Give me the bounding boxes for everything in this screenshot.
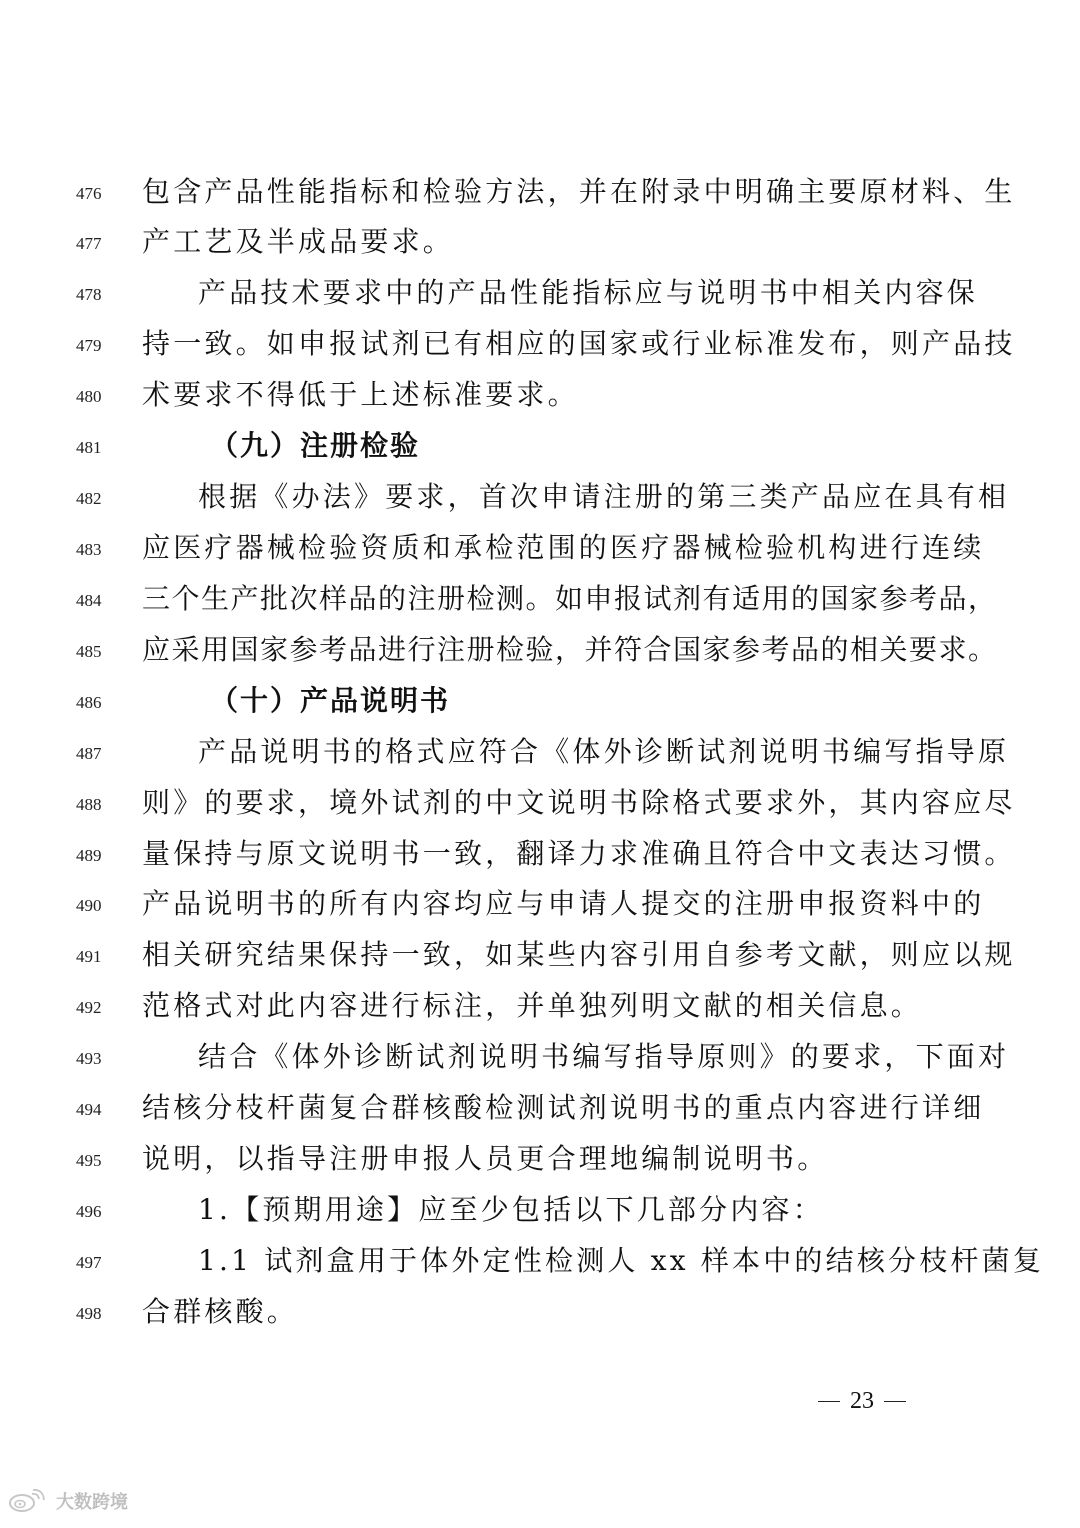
line-text: 根据《办法》要求，首次申请注册的第三类产品应在具有相 bbox=[198, 480, 1010, 513]
line-number: 496 bbox=[76, 1202, 102, 1221]
section-heading-line bbox=[0, 426, 1080, 478]
watermark-text: 大数跨境 bbox=[56, 1492, 128, 1513]
line-number: 481 bbox=[76, 438, 102, 457]
text-line bbox=[0, 1241, 1080, 1293]
line-number: 478 bbox=[76, 285, 102, 304]
line-number: 495 bbox=[76, 1151, 102, 1170]
line-text: 结合《体外诊断试剂说明书编写指导原则》的要求，下面对 bbox=[198, 1040, 1010, 1073]
line-number: 489 bbox=[76, 846, 102, 865]
line-text: 产品说明书的所有内容均应与申请人提交的注册申报资料中的 bbox=[142, 887, 985, 920]
line-text: 术要求不得低于上述标准要求。 bbox=[142, 378, 579, 411]
text-line bbox=[0, 783, 1080, 835]
line-number: 490 bbox=[76, 896, 102, 915]
line-text: 说明，以指导注册申报人员更合理地编制说明书。 bbox=[142, 1142, 829, 1175]
line-number: 486 bbox=[76, 693, 102, 712]
footer-dash-right bbox=[884, 1401, 906, 1402]
line-text: 应医疗器械检验资质和承检范围的医疗器械检验机构进行连续 bbox=[142, 531, 985, 564]
line-text: 则》的要求，境外试剂的中文说明书除格式要求外，其内容应尽 bbox=[142, 786, 1016, 819]
text-line bbox=[0, 222, 1080, 274]
section-heading: （十）产品说明书 bbox=[210, 684, 451, 717]
line-text: 产品说明书的格式应符合《体外诊断试剂说明书编写指导原 bbox=[198, 735, 1010, 768]
line-number: 491 bbox=[76, 947, 102, 966]
line-number: 498 bbox=[76, 1304, 102, 1323]
line-number: 488 bbox=[76, 795, 102, 814]
footer-dash-left bbox=[818, 1401, 840, 1402]
line-number: 482 bbox=[76, 489, 102, 508]
text-line bbox=[0, 579, 1080, 631]
text-line bbox=[0, 1292, 1080, 1344]
text-line bbox=[0, 884, 1080, 936]
weibo-logo-icon bbox=[8, 1488, 52, 1514]
text-line bbox=[0, 732, 1080, 784]
line-number: 494 bbox=[76, 1100, 102, 1119]
text-line bbox=[0, 630, 1080, 682]
text-line bbox=[0, 273, 1080, 325]
text-line bbox=[0, 1088, 1080, 1140]
text-line bbox=[0, 477, 1080, 529]
text-line bbox=[0, 1139, 1080, 1191]
line-text: 量保持与原文说明书一致，翻译力求准确且符合中文表达习惯。 bbox=[142, 837, 1016, 870]
watermark bbox=[8, 1488, 128, 1514]
line-text: 三个生产批次样品的注册检测。如申报试剂有适用的国家参考品， bbox=[142, 582, 998, 615]
text-line bbox=[0, 172, 1080, 224]
text-line bbox=[0, 375, 1080, 427]
line-text: 合群核酸。 bbox=[142, 1295, 299, 1328]
line-number: 497 bbox=[76, 1253, 102, 1272]
text-line bbox=[0, 834, 1080, 886]
text-line bbox=[0, 935, 1080, 987]
line-number: 480 bbox=[76, 387, 102, 406]
page-footer bbox=[818, 1388, 918, 1415]
line-text: 范格式对此内容进行标注，并单独列明文献的相关信息。 bbox=[142, 989, 923, 1022]
line-number: 483 bbox=[76, 540, 102, 559]
section-heading-line bbox=[0, 681, 1080, 733]
line-text: 相关研究结果保持一致，如某些内容引用自参考文献，则应以规 bbox=[142, 938, 1016, 971]
line-text: 应采用国家参考品进行注册检验，并符合国家参考品的相关要求。 bbox=[142, 633, 998, 666]
line-text: 1.1 试剂盒用于体外定性检测人 xx 样本中的结核分枝杆菌复 bbox=[198, 1244, 1045, 1277]
line-number: 484 bbox=[76, 591, 102, 610]
line-number: 485 bbox=[76, 642, 102, 661]
line-text: 产工艺及半成品要求。 bbox=[142, 225, 455, 258]
line-number: 493 bbox=[76, 1049, 102, 1068]
section-heading: （九）注册检验 bbox=[210, 429, 421, 462]
line-number: 476 bbox=[76, 184, 102, 203]
text-line bbox=[0, 1037, 1080, 1089]
text-line bbox=[0, 986, 1080, 1038]
line-text: 结核分枝杆菌复合群核酸检测试剂说明书的重点内容进行详细 bbox=[142, 1091, 985, 1124]
line-text: 持一致。如申报试剂已有相应的国家或行业标准发布，则产品技 bbox=[142, 327, 1016, 360]
text-line bbox=[0, 528, 1080, 580]
text-line bbox=[0, 1190, 1080, 1242]
line-number: 477 bbox=[76, 234, 102, 253]
text-line bbox=[0, 324, 1080, 376]
line-text: 产品技术要求中的产品性能指标应与说明书中相关内容保 bbox=[198, 276, 979, 309]
line-number: 492 bbox=[76, 998, 102, 1017]
line-text: 包含产品性能指标和检验方法，并在附录中明确主要原材料、生 bbox=[142, 175, 1016, 208]
line-number: 479 bbox=[76, 336, 102, 355]
line-number: 487 bbox=[76, 744, 102, 763]
page-number: 23 bbox=[850, 1388, 874, 1414]
line-text: 1.【预期用途】应至少包括以下几部分内容： bbox=[198, 1193, 824, 1226]
